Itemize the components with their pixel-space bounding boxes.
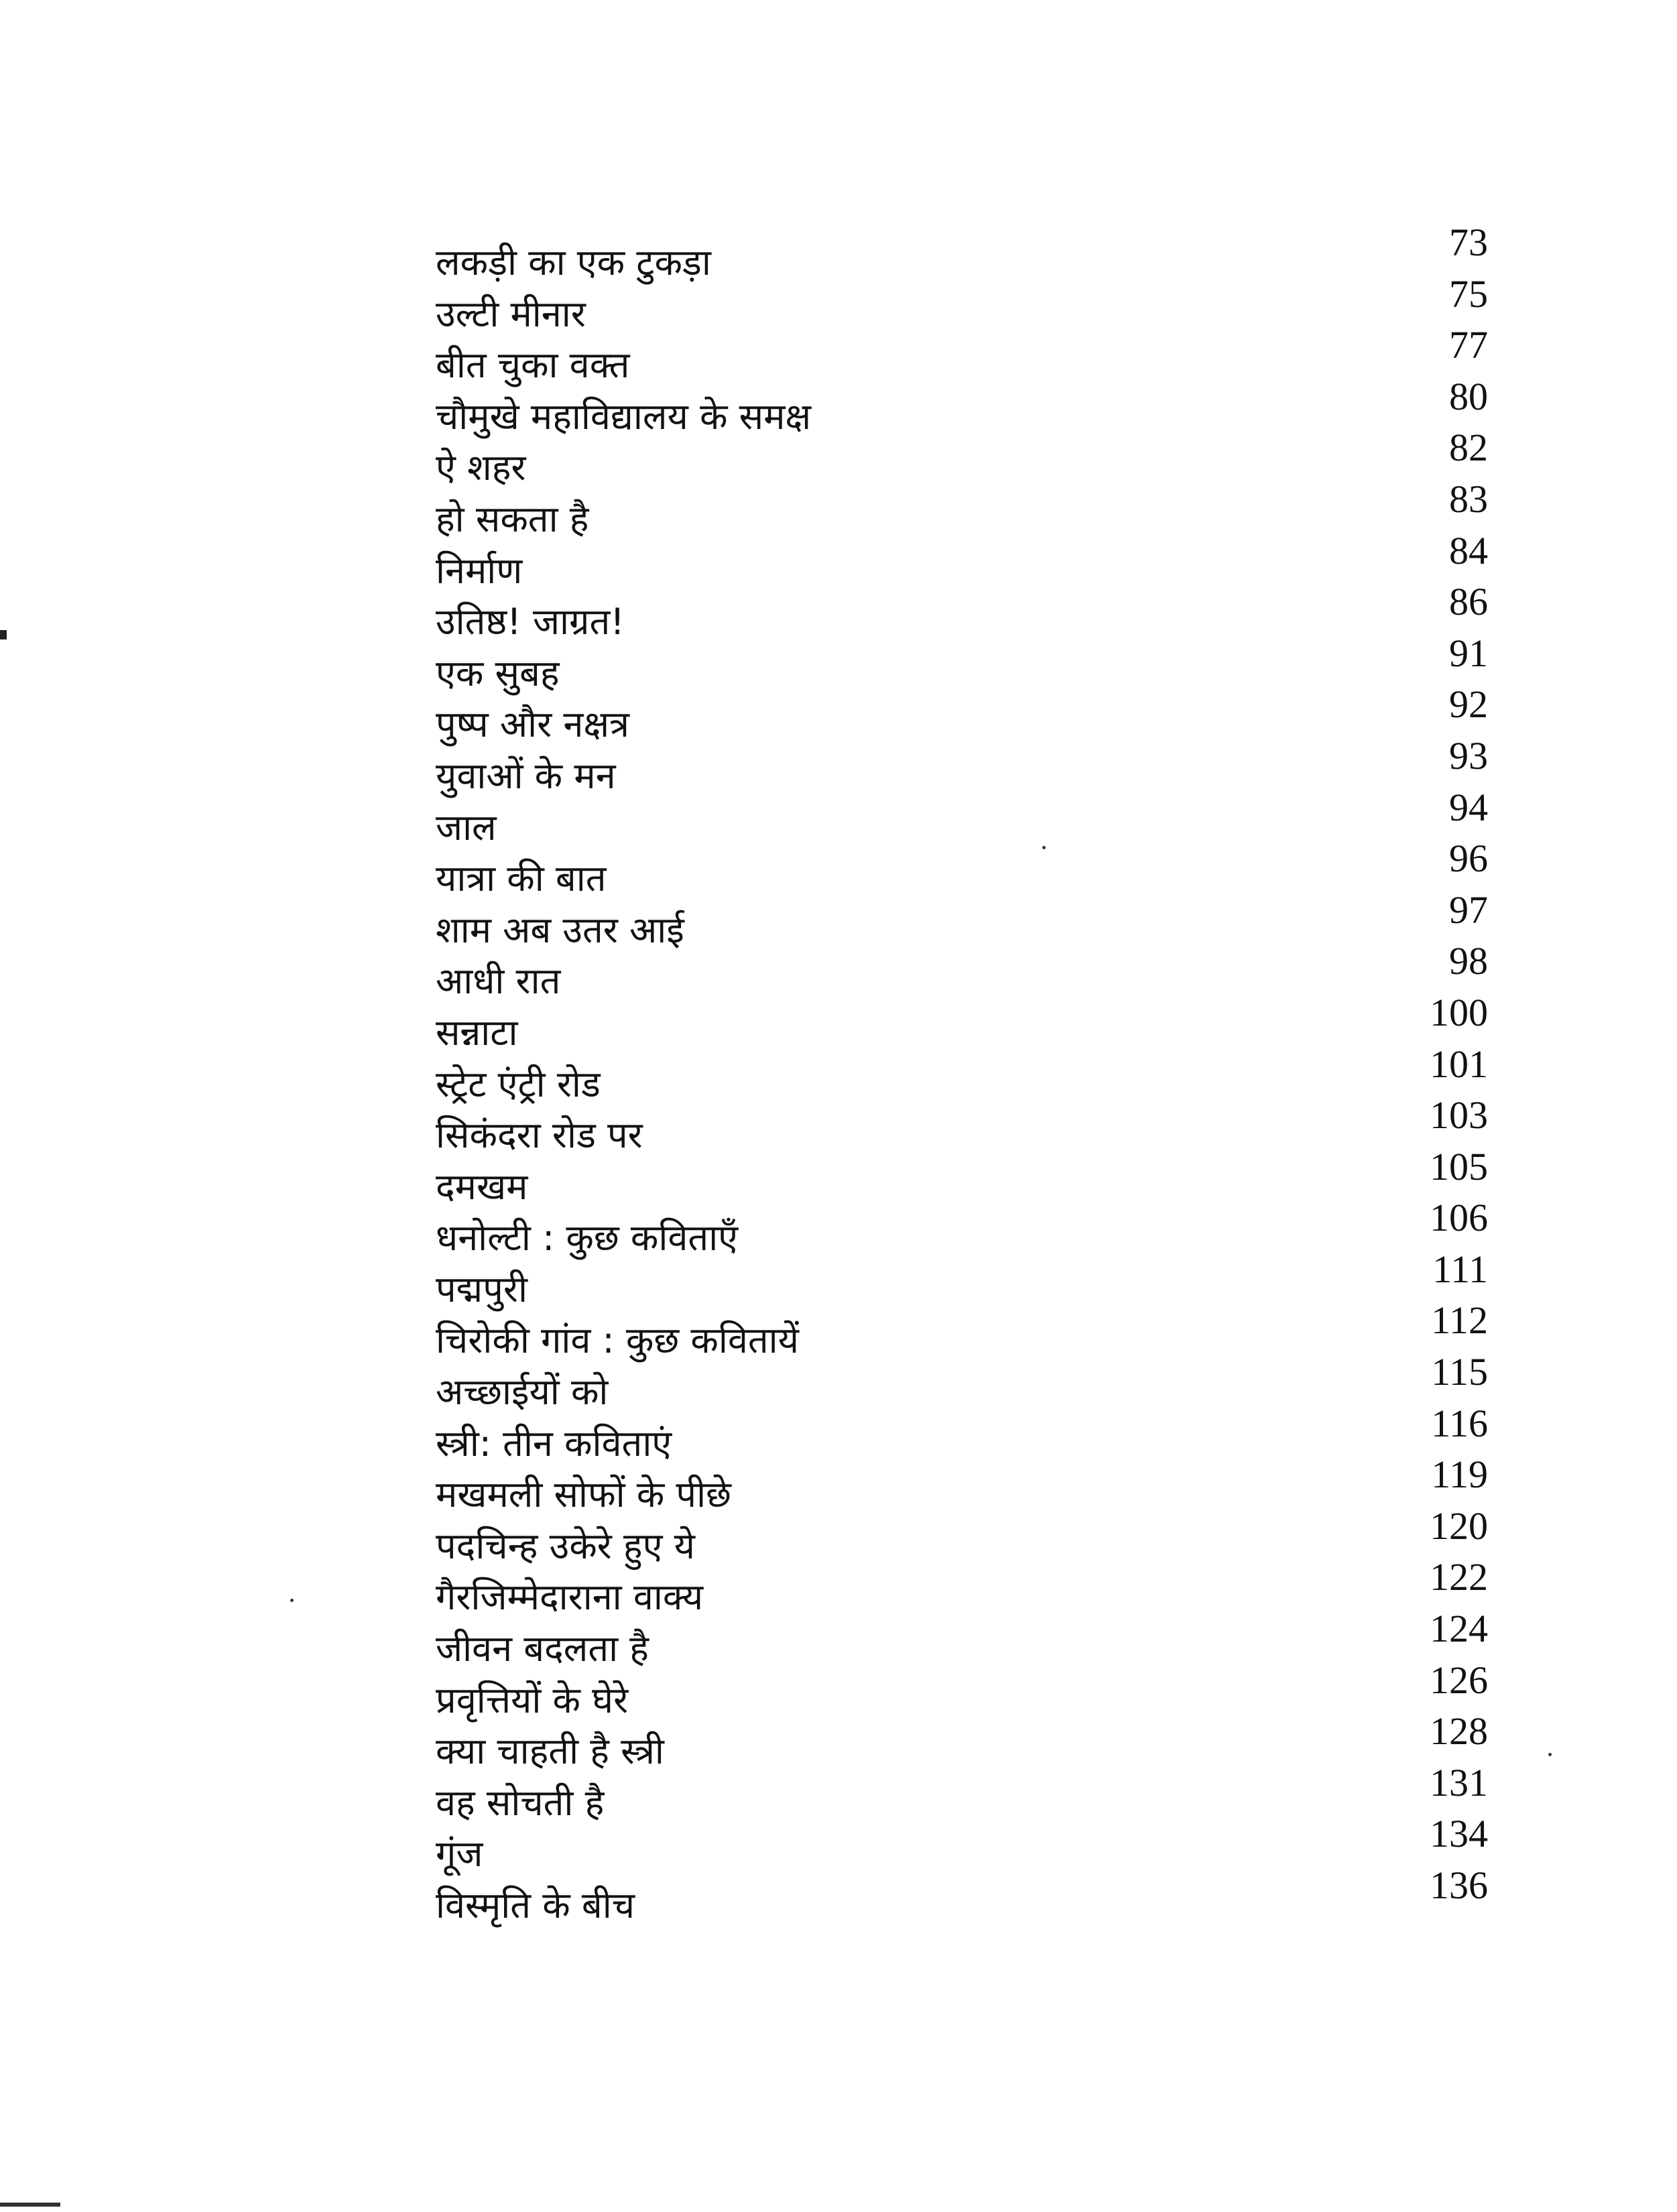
toc-entry-title: गूंज — [436, 1833, 483, 1876]
toc-entry-title: अच्छाईयों को — [436, 1371, 609, 1414]
toc-entry-title: वह सोचती है — [436, 1781, 605, 1824]
toc-entry-page-number: 128 — [1430, 1709, 1488, 1754]
toc-entry — [0, 682, 1677, 746]
toc-entry — [0, 1760, 1677, 1824]
toc-entry-title: जाल — [436, 806, 497, 849]
toc-entry-page-number: 96 — [1449, 837, 1488, 881]
toc-entry-title: पद्मपुरी — [436, 1268, 527, 1310]
toc-entry-title: युवाओं के मन — [436, 754, 616, 797]
scan-edge-mark — [0, 2203, 60, 2207]
toc-entry-page-number: 120 — [1430, 1503, 1488, 1548]
toc-entry-title: प्रवृत्तियों के घेरे — [436, 1678, 629, 1721]
toc-entry-title: उतिष्ठ! जाग्रत! — [436, 601, 625, 643]
toc-entry — [0, 271, 1677, 335]
toc-entry — [0, 528, 1677, 592]
toc-entry-page-number: 98 — [1449, 939, 1488, 983]
toc-entry-title: शाम अब उतर आई — [436, 908, 684, 951]
toc-entry-page-number: 111 — [1432, 1247, 1488, 1291]
toc-entry-title: धनोल्टी : कुछ कविताएँ — [436, 1217, 739, 1259]
toc-entry-title: मखमली सोफों के पीछे — [436, 1473, 731, 1516]
toc-entry-page-number: 84 — [1449, 528, 1488, 572]
toc-entry-page-number: 83 — [1449, 477, 1488, 521]
toc-entry — [0, 887, 1677, 951]
toc-entry-page-number: 106 — [1430, 1196, 1488, 1240]
toc-entry — [0, 785, 1677, 849]
toc-entry — [0, 1247, 1677, 1310]
toc-entry-page-number: 94 — [1449, 785, 1488, 829]
toc-entry-page-number: 131 — [1430, 1760, 1488, 1804]
toc-entry — [0, 221, 1677, 284]
toc-entry-page-number: 92 — [1449, 682, 1488, 727]
toc-entry-title: उल्टी मीनार — [436, 292, 586, 335]
toc-entry-title: सन्नाटा — [436, 1011, 518, 1054]
toc-entry — [0, 426, 1677, 489]
toc-entry-title: जीवन बदलता है — [436, 1627, 649, 1670]
toc-entry — [0, 1144, 1677, 1208]
toc-entry-page-number: 73 — [1449, 221, 1488, 264]
toc-entry — [0, 477, 1677, 540]
toc-entry-page-number: 93 — [1449, 733, 1488, 778]
toc-entry-title: स्ट्रेट एंट्री रोड — [436, 1062, 601, 1105]
toc-entry-page-number: 100 — [1430, 990, 1488, 1034]
toc-entry — [0, 1042, 1677, 1105]
toc-entry-page-number: 116 — [1431, 1401, 1488, 1445]
toc-entry — [0, 837, 1677, 900]
toc-entry — [0, 1812, 1677, 1876]
toc-entry — [0, 1453, 1677, 1516]
toc-entry-page-number: 112 — [1431, 1298, 1488, 1343]
toc-entry-page-number: 91 — [1449, 631, 1488, 675]
table-of-contents — [0, 221, 1677, 1926]
toc-entry-title: यात्रा की बात — [436, 857, 607, 900]
toc-entry — [0, 1503, 1677, 1567]
toc-entry-title: निर्माण — [436, 549, 523, 592]
toc-entry — [0, 939, 1677, 1003]
toc-entry — [0, 1298, 1677, 1362]
toc-entry — [0, 1093, 1677, 1157]
toc-entry-page-number: 134 — [1430, 1812, 1488, 1856]
toc-entry-page-number: 77 — [1449, 323, 1488, 367]
toc-entry-page-number: 136 — [1430, 1863, 1488, 1907]
toc-entry — [0, 1350, 1677, 1414]
toc-entry — [0, 1607, 1677, 1670]
toc-entry-page-number: 105 — [1430, 1144, 1488, 1188]
toc-entry-page-number: 103 — [1430, 1093, 1488, 1138]
toc-entry-title: पुष्प और नक्षत्र — [436, 703, 629, 746]
toc-entry-page-number: 115 — [1431, 1350, 1488, 1394]
toc-entry-title: स्त्री: तीन कविताएं — [436, 1422, 672, 1465]
toc-entry-page-number: 124 — [1430, 1607, 1488, 1651]
toc-entry-title: विस्मृति के बीच — [436, 1884, 635, 1926]
toc-entry — [0, 1863, 1677, 1926]
toc-entry-page-number: 80 — [1449, 374, 1488, 418]
toc-entry-page-number: 122 — [1430, 1555, 1488, 1599]
toc-entry-page-number: 119 — [1431, 1453, 1488, 1497]
toc-entry-page-number: 82 — [1449, 426, 1488, 470]
toc-entry — [0, 1658, 1677, 1721]
toc-entry-title: सिकंदरा रोड पर — [436, 1114, 643, 1157]
toc-entry — [0, 990, 1677, 1054]
toc-entry-page-number: 101 — [1430, 1042, 1488, 1086]
toc-entry — [0, 1196, 1677, 1259]
toc-entry-page-number: 97 — [1449, 887, 1488, 932]
toc-entry — [0, 1555, 1677, 1619]
toc-entry-title: चौमुखे महाविद्यालय के समक्ष — [436, 395, 812, 438]
toc-entry-title: पदचिन्ह उकेरे हुए ये — [436, 1524, 695, 1567]
toc-entry-title: आधी रात — [436, 960, 561, 1003]
toc-entry-title: क्या चाहती है स्त्री — [436, 1730, 664, 1773]
toc-entry-title: चिरोकी गांव : कुछ कवितायें — [436, 1319, 799, 1362]
toc-entry-title: एक सुबह — [436, 652, 560, 694]
toc-entry — [0, 374, 1677, 438]
toc-entry — [0, 733, 1677, 797]
toc-entry-title: लकड़ी का एक टुकड़ा — [436, 241, 711, 284]
toc-entry — [0, 631, 1677, 694]
toc-entry-title: दमखम — [436, 1165, 528, 1208]
toc-entry — [0, 580, 1677, 643]
toc-entry-title: ऐ शहर — [436, 446, 526, 489]
toc-entry-page-number: 75 — [1449, 271, 1488, 316]
toc-entry-page-number: 86 — [1449, 580, 1488, 624]
toc-entry-title: हो सकता है — [436, 497, 589, 540]
toc-entry-title: गैरजिम्मेदाराना वाक्य — [436, 1576, 704, 1619]
toc-entry-page-number: 126 — [1430, 1658, 1488, 1702]
toc-entry — [0, 1401, 1677, 1465]
toc-entry-title: बीत चुका वक्त — [436, 344, 630, 387]
toc-entry — [0, 1709, 1677, 1773]
toc-entry — [0, 323, 1677, 387]
